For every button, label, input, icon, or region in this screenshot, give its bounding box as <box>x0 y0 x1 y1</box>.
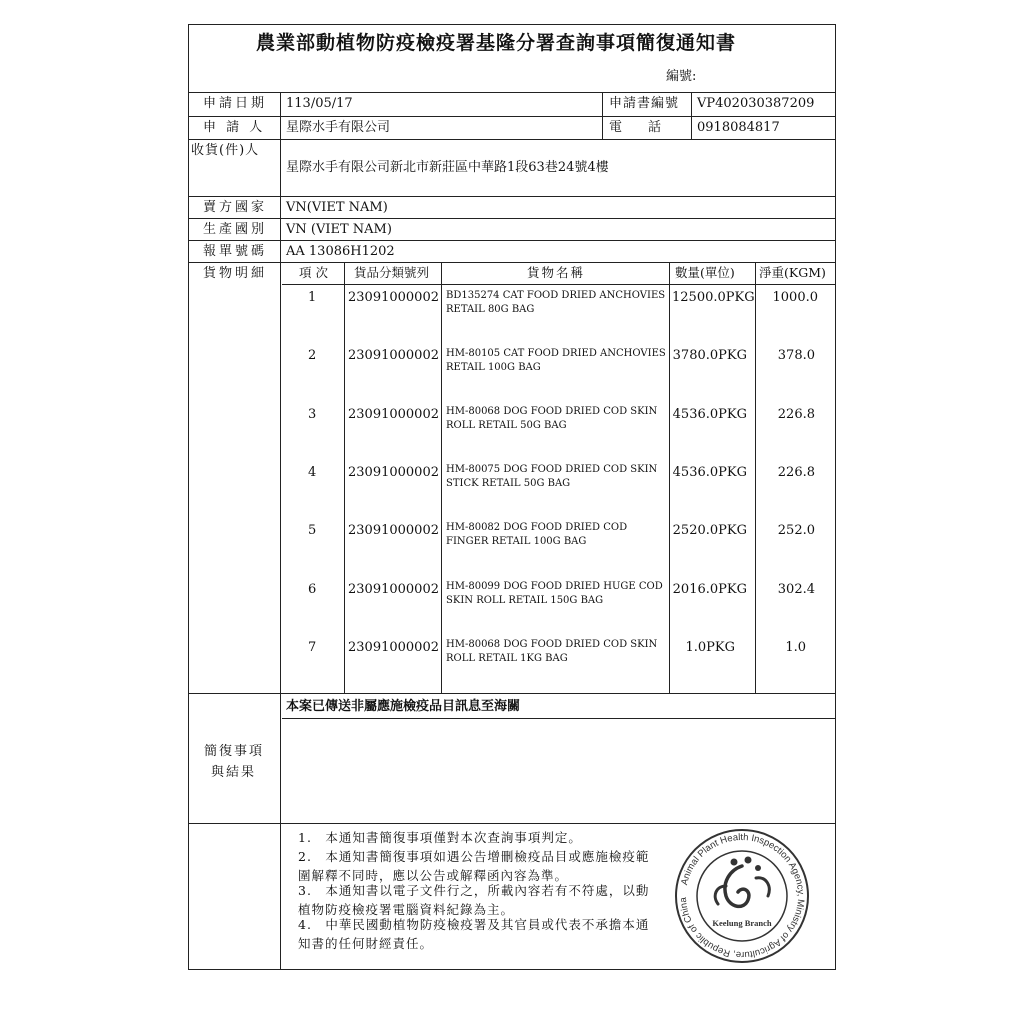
rule <box>755 262 756 693</box>
seed-icon <box>731 859 738 866</box>
applicant-label: 申 請 人 <box>203 120 266 135</box>
item-no: 2 <box>308 348 317 363</box>
rule <box>282 718 836 719</box>
hs-code: 23091000002 <box>348 290 439 305</box>
hs-code: 23091000002 <box>348 465 439 480</box>
quantity: 4536.0PKG <box>672 465 747 480</box>
consignee-label: 收貨(件)人 <box>191 143 260 158</box>
item-no: 4 <box>308 465 317 480</box>
net-weight: 302.4 <box>777 582 815 597</box>
hs-code: 23091000002 <box>348 523 439 538</box>
origin-value: VN (VIET NAM) <box>286 222 392 237</box>
consignee-value: 星際水手有限公司新北市新莊區中華路1段63巷24號4樓 <box>286 160 609 175</box>
note-3: 3. 本通知書以電子文件行之，所載內容若有不符處，以動植物防疫檢疫署電腦資料紀錄為主。 <box>298 883 650 918</box>
rule <box>282 284 836 285</box>
item-no: 7 <box>308 640 317 655</box>
rule <box>280 92 281 970</box>
seal-graphic <box>672 826 812 966</box>
seed-icon <box>755 865 761 871</box>
seller-country-value: VN(VIET NAM) <box>286 200 388 215</box>
rule <box>188 823 836 824</box>
item-no: 6 <box>308 582 317 597</box>
rule <box>691 92 692 139</box>
item-no: 5 <box>308 523 317 538</box>
net-weight: 1000.0 <box>772 290 818 305</box>
rule <box>669 262 670 693</box>
quantity: 12500.0PKG <box>672 290 755 305</box>
seed-icon <box>745 857 752 864</box>
quantity: 2520.0PKG <box>672 523 747 538</box>
column-header-item-no: 項次 <box>299 265 333 280</box>
rule <box>441 262 442 693</box>
application-date-label: 申請日期 <box>203 96 268 111</box>
quantity: 4536.0PKG <box>672 407 747 422</box>
net-weight: 226.8 <box>777 407 815 422</box>
rule <box>188 218 836 219</box>
document-title: 農業部動植物防疫檢疫署基隆分署查詢事項簡復通知書 <box>256 32 737 54</box>
seal-ring-textpath: Animal Plant Health Inspection Agency, Ministry of Agriculture, Republic of China <box>677 831 807 961</box>
hs-code: 23091000002 <box>348 582 439 597</box>
note-2: 2. 本通知書簡復事項如遇公告增刪檢疫品目或應施檢疫範圍解釋不同時，應以公告或解釋函內容為準。 <box>298 849 650 884</box>
hs-code: 23091000002 <box>348 640 439 655</box>
result-label-line2: 與結果 <box>211 765 257 780</box>
origin-label: 生產國別 <box>203 222 268 237</box>
goods-section-label: 貨物明細 <box>203 266 268 281</box>
goods-name: HM-80068 DOG FOOD DRIED COD SKIN ROLL RETAIL 50G BAG <box>446 406 658 431</box>
net-weight: 226.8 <box>777 465 815 480</box>
hs-code: 23091000002 <box>348 407 439 422</box>
application-no-label: 申請書編號 <box>609 96 680 111</box>
serial-label: 編號: <box>666 69 697 84</box>
quantity: 1.0PKG <box>685 640 735 655</box>
note-1: 1. 本通知書簡復事項僅對本次查詢事項判定。 <box>298 830 582 845</box>
net-weight: 252.0 <box>777 523 815 538</box>
goods-name: HM-80075 DOG FOOD DRIED COD SKIN STICK RETAIL 50G BAG <box>446 464 658 489</box>
hs-code: 23091000002 <box>348 348 439 363</box>
rule <box>188 116 836 117</box>
declaration-label: 報單號碼 <box>203 244 268 259</box>
item-no: 1 <box>308 290 317 305</box>
column-header-net-weight: 淨重(KGM) <box>759 265 826 280</box>
quantity: 3780.0PKG <box>672 348 747 363</box>
goods-name: HM-80082 DOG FOOD DRIED COD FINGER RETAIL 100G BAG <box>446 522 628 547</box>
applicant-value: 星際水手有限公司 <box>286 120 391 135</box>
seal-branch-text: Keelung Branch <box>712 918 772 928</box>
column-header-hs-code: 貨品分類號列 <box>354 265 430 280</box>
application-no-value: VP402030387209 <box>697 96 815 111</box>
rule <box>188 139 836 140</box>
rule <box>188 693 836 694</box>
rule <box>188 92 836 93</box>
rule <box>188 240 836 241</box>
leaf-icon <box>756 878 769 896</box>
note-4: 4. 中華民國動植物防疫檢疫署及其官員或代表不承擔本通知書的任何財經責任。 <box>298 917 650 952</box>
result-label-line1: 簡復事項 <box>204 744 265 759</box>
rule <box>602 92 603 139</box>
net-weight: 1.0 <box>785 640 806 655</box>
plant-logo-icon <box>725 866 749 906</box>
application-date-value: 113/05/17 <box>286 96 353 111</box>
column-header-goods-name: 貨物名稱 <box>527 265 586 280</box>
net-weight: 378.0 <box>777 348 815 363</box>
column-header-quantity: 數量(單位) <box>675 265 735 280</box>
official-seal <box>672 826 812 966</box>
rule <box>344 262 345 693</box>
seller-country-label: 賣方國家 <box>203 200 268 215</box>
phone-value: 0918084817 <box>697 120 780 135</box>
goods-name: HM-80105 CAT FOOD DRIED ANCHOVIES RETAIL 100G BAG <box>446 348 666 373</box>
goods-name: HM-80099 DOG FOOD DRIED HUGE COD SKIN ROLL RETAIL 150G BAG <box>446 581 663 606</box>
quantity: 2016.0PKG <box>672 582 747 597</box>
phone-label: 電 話 <box>609 120 662 135</box>
declaration-value: AA 13086H1202 <box>286 244 395 259</box>
result-text: 本案已傳送非屬應施檢疫品目訊息至海關 <box>286 699 521 714</box>
goods-name: BD135274 CAT FOOD DRIED ANCHOVIES RETAIL 80G BAG <box>446 290 666 315</box>
item-no: 3 <box>308 407 317 422</box>
goods-name: HM-80068 DOG FOOD DRIED COD SKIN ROLL RETAIL 1KG BAG <box>446 639 658 664</box>
rule <box>188 262 836 263</box>
rule <box>188 196 836 197</box>
